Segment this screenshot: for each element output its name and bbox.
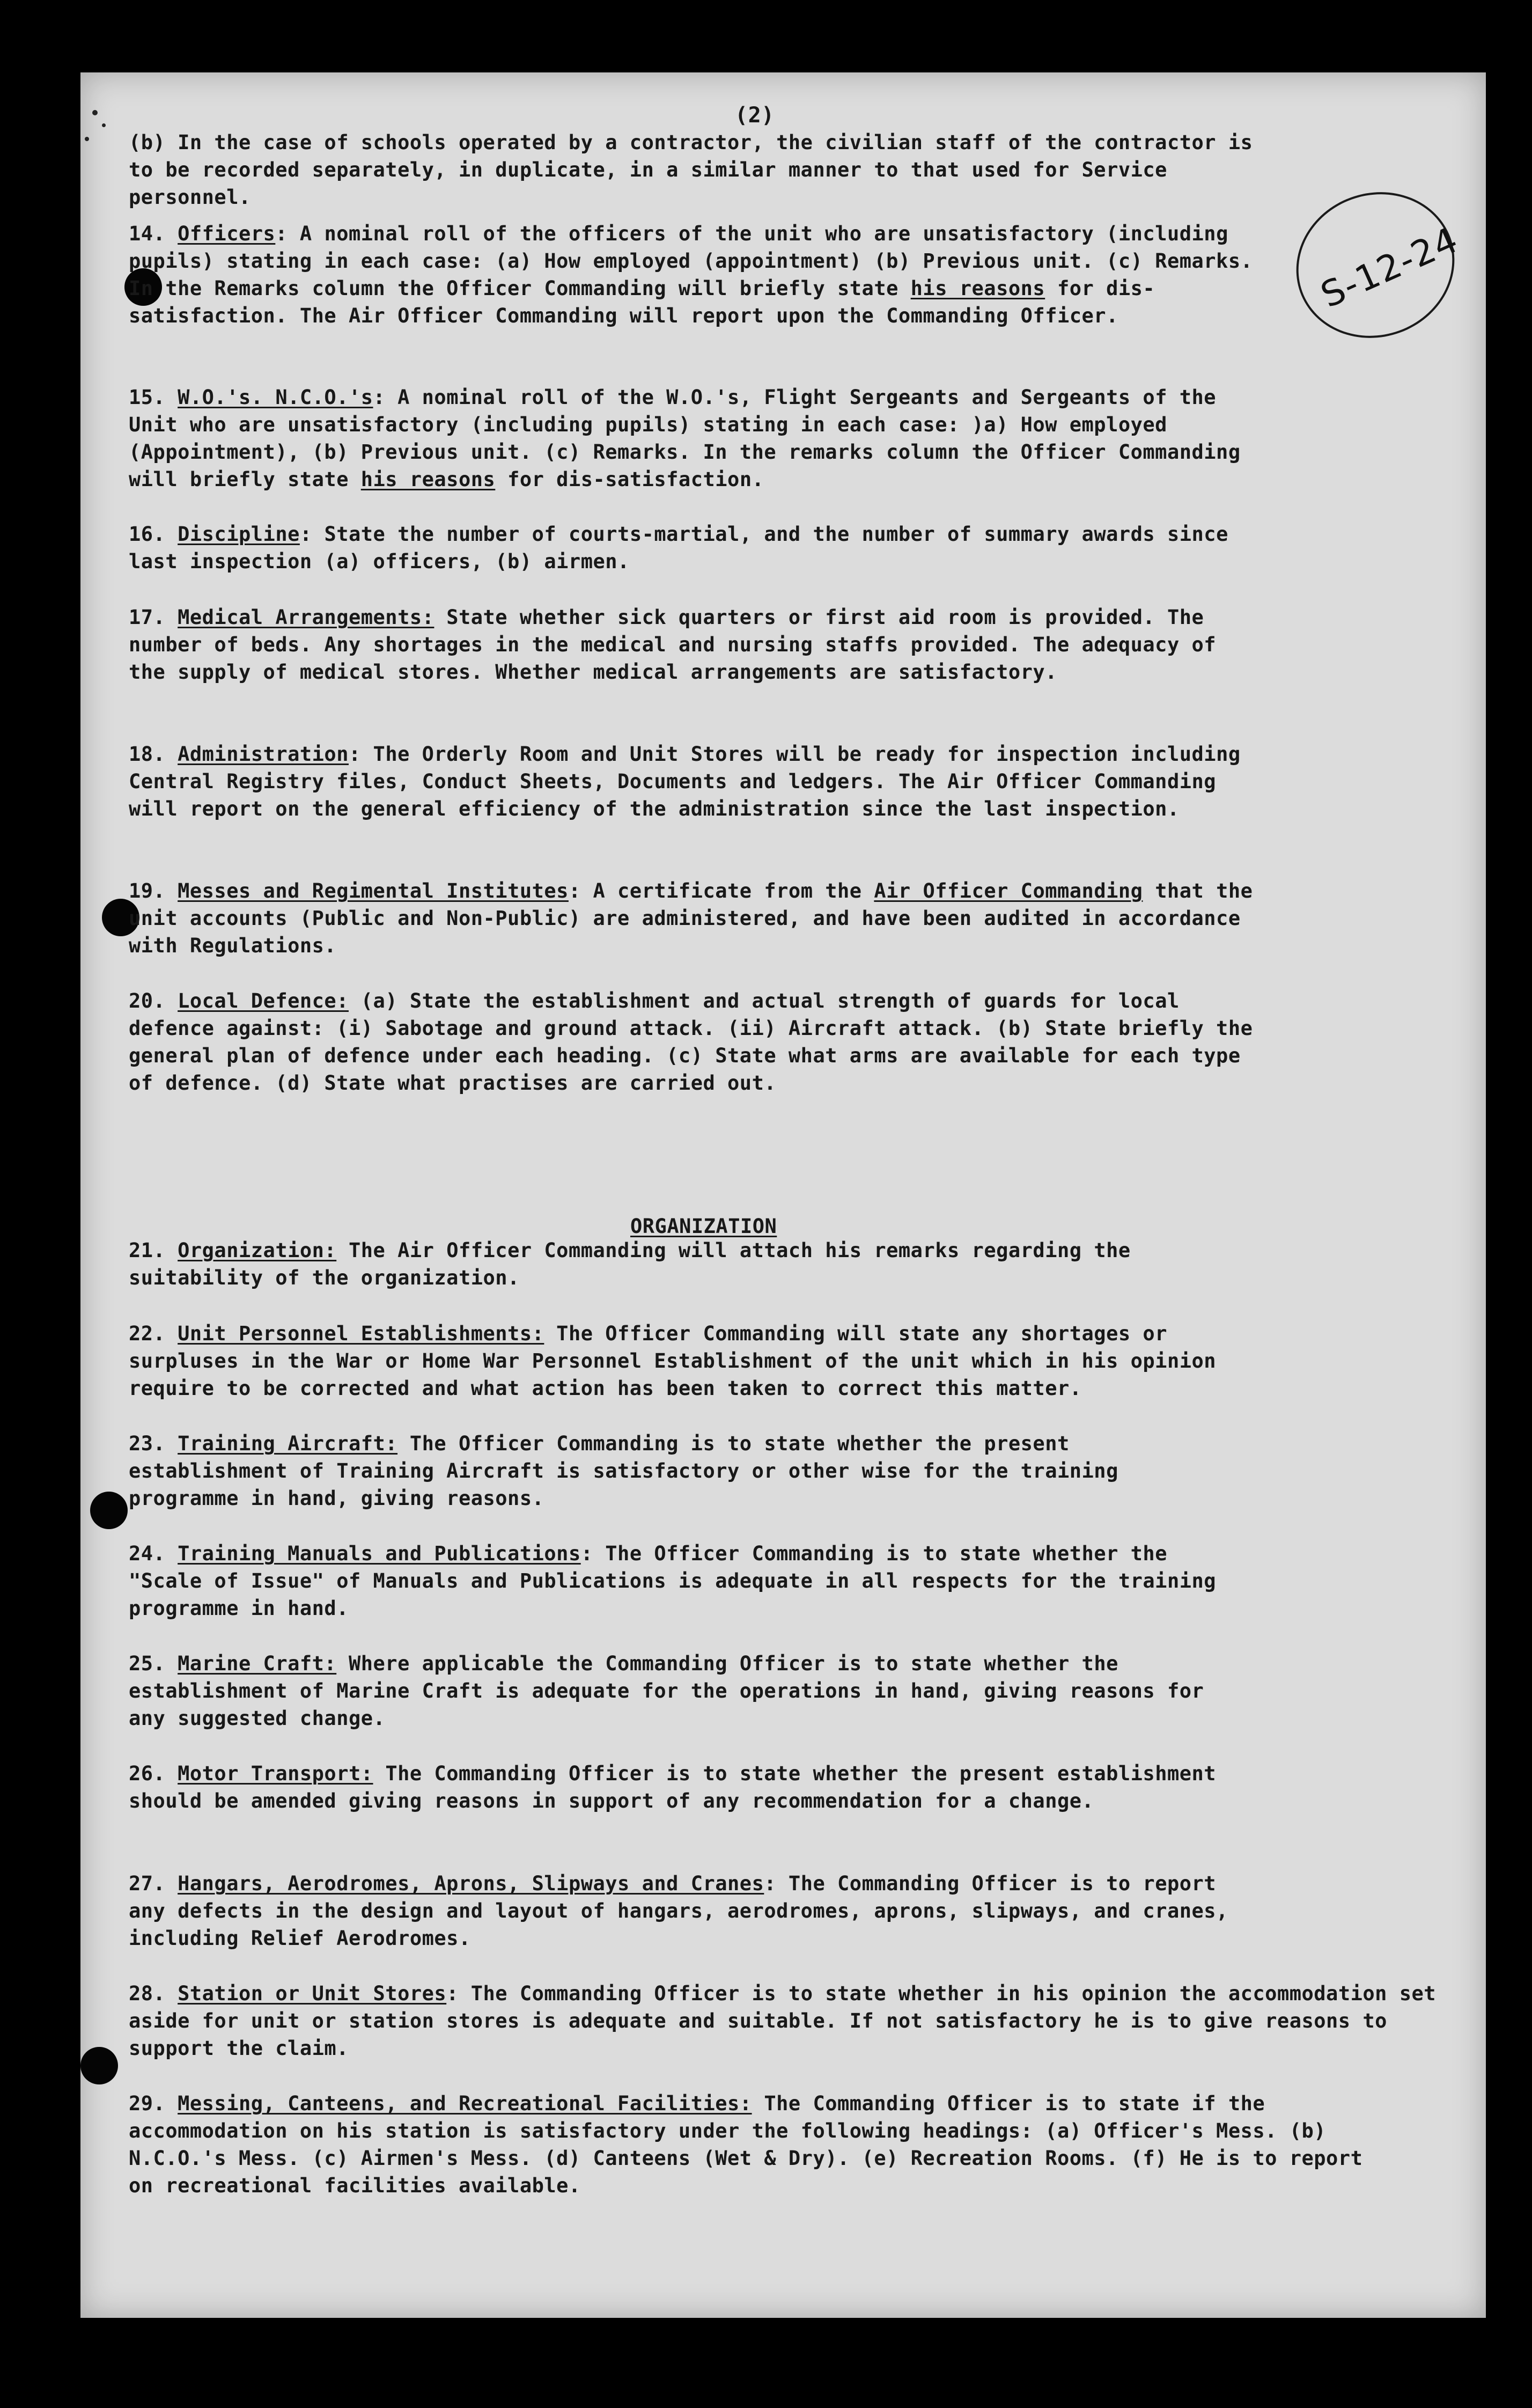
underlined-text: his reasons bbox=[360, 468, 496, 491]
item-text: The Commanding Officer is to state whether the present establishment should be amended giving reasons in support of any recommendation for a change. bbox=[129, 1762, 1217, 1812]
punch-hole-4 bbox=[80, 2047, 118, 2084]
underlined-text: his reasons bbox=[910, 277, 1045, 300]
item-text: for dis-satisfaction. bbox=[495, 468, 764, 491]
item-heading: Local Defence: bbox=[178, 989, 349, 1012]
item-16: 16. Discipline: State the number of courts-martial, and the number of summary awards since last inspection (a) officers, (b) airmen. bbox=[129, 523, 1228, 573]
item-number: 28. bbox=[129, 1982, 166, 2005]
item-28: 28. Station or Unit Stores: The Commanding Officer is to state whether in his opinion the accommodation set aside for unit or station stores is adequate and suitable. If not satisfactory he is to give reasons to support the claim. bbox=[129, 1982, 1437, 2060]
item-text: The Officer Commanding is to state whether the present establishment of Training Aircraft is satisfactory or other wise for the training programme in hand, giving reasons. bbox=[129, 1432, 1118, 1510]
item-19: 19. Messes and Regimental Institutes: A certificate from the Air Officer Commanding that the unit accounts (Public and Non-Public) are administered, and have been audited in accordance with Regulations. bbox=[129, 879, 1253, 957]
item-17 bbox=[129, 604, 1261, 686]
item-number: 25. bbox=[129, 1652, 166, 1675]
item-27: 27. Hangars, Aerodromes, Aprons, Slipways and Cranes: The Commanding Officer is to report any defects in the design and layout of hangars, aerodromes, aprons, slipways, and cranes, including Relief Aerodromes. bbox=[129, 1872, 1228, 1950]
item-heading: Training Aircraft: bbox=[178, 1432, 398, 1455]
item-number: 19. bbox=[129, 879, 166, 902]
item-21 bbox=[129, 1237, 1202, 1291]
item-number: 23. bbox=[129, 1432, 166, 1455]
item-22 bbox=[129, 1320, 1218, 1402]
punch-hole-3 bbox=[90, 1492, 128, 1529]
item-heading: Medical Arrangements: bbox=[178, 606, 434, 629]
item-heading: Marine Craft: bbox=[178, 1652, 337, 1675]
item-29 bbox=[129, 2090, 1395, 2199]
item-number: 22. bbox=[129, 1322, 166, 1345]
item-heading: Hangars, Aerodromes, Aprons, Slipways and Cranes bbox=[178, 1872, 764, 1895]
item-number: 21. bbox=[129, 1239, 166, 1262]
item-text: The Commanding Officer is to state if the accommodation on his station is satisfactory under the following headings: (a) Officer's Mess. (b) N.C.O.'s Mess. (c) Airmen's Mess. (d) Canteens (Wet & Dry). (e) Recreation Rooms. (f) He is to report on recreational facilities available. bbox=[129, 2092, 1363, 2197]
item-text: The Orderly Room and Unit Stores will be ready for inspection including Central Registry files, Conduct Sheets, Documents and ledgers. The Air Officer Commanding will report on the general efficiency of the administration since the last inspection. bbox=[129, 743, 1241, 820]
item-15: 15. W.O.'s. N.C.O.'s: A nominal roll of the W.O.'s, Flight Sergeants and Sergeants of the Unit who are unsatisfactory (including pupils) stating in each case: )a) How employed (Appointment), (b) Previous unit. (c) Remarks. In the remarks column the Officer Commanding will briefly state his reasons for dis-satisfaction. bbox=[129, 386, 1241, 491]
page-number: (2) bbox=[735, 103, 775, 128]
item-text: (a) State the establishment and actual strength of guards for local defence against: (i) Sabotage and ground attack. (ii) Aircraft attack. (b) State briefly the general plan of defence under each heading. (c) State what arms are available for each type of defence. (d) State what practises are carried out. bbox=[129, 989, 1253, 1095]
item-text: The Officer Commanding is to state whether the "Scale of Issue" of Manuals and Publications is adequate in all respects for the training programme in hand. bbox=[129, 1542, 1217, 1620]
item-number: 26. bbox=[129, 1762, 166, 1785]
handwritten-reference: S-12-24 bbox=[1315, 219, 1465, 316]
item-heading: Officers bbox=[178, 222, 276, 245]
item-heading: Messes and Regimental Institutes bbox=[178, 879, 569, 902]
section-heading-organization: ORGANIZATION bbox=[630, 1215, 777, 1238]
item-text: State the number of courts-martial, and the number of summary awards since last inspection (a) officers, (b) airmen. bbox=[129, 523, 1228, 573]
item-text: State whether sick quarters or first aid room is provided. The number of beds. Any shortages in the medical and nursing staffs provided. The adequacy of the supply of medical stores. Whether medical arrangements are satisfactory. bbox=[129, 606, 1217, 684]
item-heading: Unit Personnel Establishments: bbox=[178, 1322, 544, 1345]
item-26 bbox=[129, 1760, 1218, 1815]
item-18: 18. Administration: The Orderly Room and Unit Stores will be ready for inspection including Central Registry files, Conduct Sheets, Documents and ledgers. The Air Officer Commanding will report on the general efficiency of the administration since the last inspection. bbox=[129, 743, 1241, 820]
item-number: 15. bbox=[129, 386, 166, 409]
intro-paragraph: (b) In the case of schools operated by a contractor, the civilian staff of the contractor is to be recorded separately, in duplicate, in a similar manner to that used for Service personnel. bbox=[129, 131, 1253, 209]
item-25 bbox=[129, 1650, 1223, 1732]
item-text: The Officer Commanding will state any shortages or surpluses in the War or Home War Personnel Establishment of the unit which in his opinion require to be corrected and what action has been taken to correct this matter. bbox=[129, 1322, 1217, 1400]
item-23 bbox=[129, 1430, 1218, 1512]
item-number: 24. bbox=[129, 1542, 166, 1565]
item-number: 20. bbox=[129, 989, 166, 1012]
item-text: The Air Officer Commanding will attach his remarks regarding the suitability of the organization. bbox=[129, 1239, 1131, 1289]
item-heading: W.O.'s. N.C.O.'s bbox=[178, 386, 373, 409]
item-number: 17. bbox=[129, 606, 166, 629]
item-heading: Training Manuals and Publications bbox=[178, 1542, 581, 1565]
item-heading: Messing, Canteens, and Recreational Facilities: bbox=[178, 2092, 752, 2115]
item-text: A nominal roll of the W.O.'s, Flight Sergeants and Sergeants of the Unit who are unsatisfactory (including pupils) stating in each case: )a) How employed (Appointment), (b) Previous unit. (c) Remarks. In the remarks column the Officer Commanding will briefly state bbox=[129, 386, 1241, 491]
item-20 bbox=[129, 987, 1271, 1097]
item-text: Where applicable the Commanding Officer is to state whether the establishment of Marine Craft is adequate for the operations in hand, giving reasons for any suggested change. bbox=[129, 1652, 1204, 1730]
item-number: 27. bbox=[129, 1872, 166, 1895]
item-number: 16. bbox=[129, 523, 166, 546]
item-text: for dis-satisfaction. The Air Officer Commanding will report upon the Commanding Officer. bbox=[129, 277, 1155, 327]
item-number: 18. bbox=[129, 743, 166, 766]
document-page bbox=[80, 72, 1486, 2318]
item-text: The Commanding Officer is to state whether in his opinion the accommodation set aside for unit or station stores is adequate and suitable. If not satisfactory he is to give reasons to support the claim. bbox=[129, 1982, 1437, 2060]
item-text: A nominal roll of the officers of the unit who are unsatisfactory (including pupils) stating in each case: (a) How employed (appointment) (b) Previous unit. (c) Remarks. In the Remarks column the Officer Commanding will briefly state bbox=[129, 222, 1253, 300]
item-text: that the unit accounts (Public and Non-Public) are administered, and have been audited in accordance with Regulations. bbox=[129, 879, 1253, 957]
item-heading: Motor Transport: bbox=[178, 1762, 373, 1785]
item-heading: Station or Unit Stores bbox=[178, 1982, 447, 2005]
item-heading: Administration bbox=[178, 743, 349, 766]
item-heading: Discipline bbox=[178, 523, 300, 546]
item-heading: Organization: bbox=[178, 1239, 337, 1262]
item-number: 14. bbox=[129, 222, 166, 245]
item-number: 29. bbox=[129, 2092, 166, 2115]
item-14: 14. Officers: A nominal roll of the officers of the unit who are unsatisfactory (including pupils) stating in each case: (a) How employed (appointment) (b) Previous unit. (c) Remarks. In the Remarks column the Officer Commanding will briefly state his reasons for dis-satisfaction. The Air Officer Commanding will report upon the Commanding Officer. bbox=[129, 222, 1253, 327]
item-text: A certificate from the bbox=[593, 879, 874, 902]
item-text: The Commanding Officer is to report any defects in the design and layout of hangars, aerodromes, aprons, slipways, and cranes, including Relief Aerodromes. bbox=[129, 1872, 1228, 1950]
item-24: 24. Training Manuals and Publications: The Officer Commanding is to state whether the "Scale of Issue" of Manuals and Publications is adequate in all respects for the training programme in hand. bbox=[129, 1542, 1217, 1620]
underlined-text: Air Officer Commanding bbox=[874, 879, 1143, 902]
